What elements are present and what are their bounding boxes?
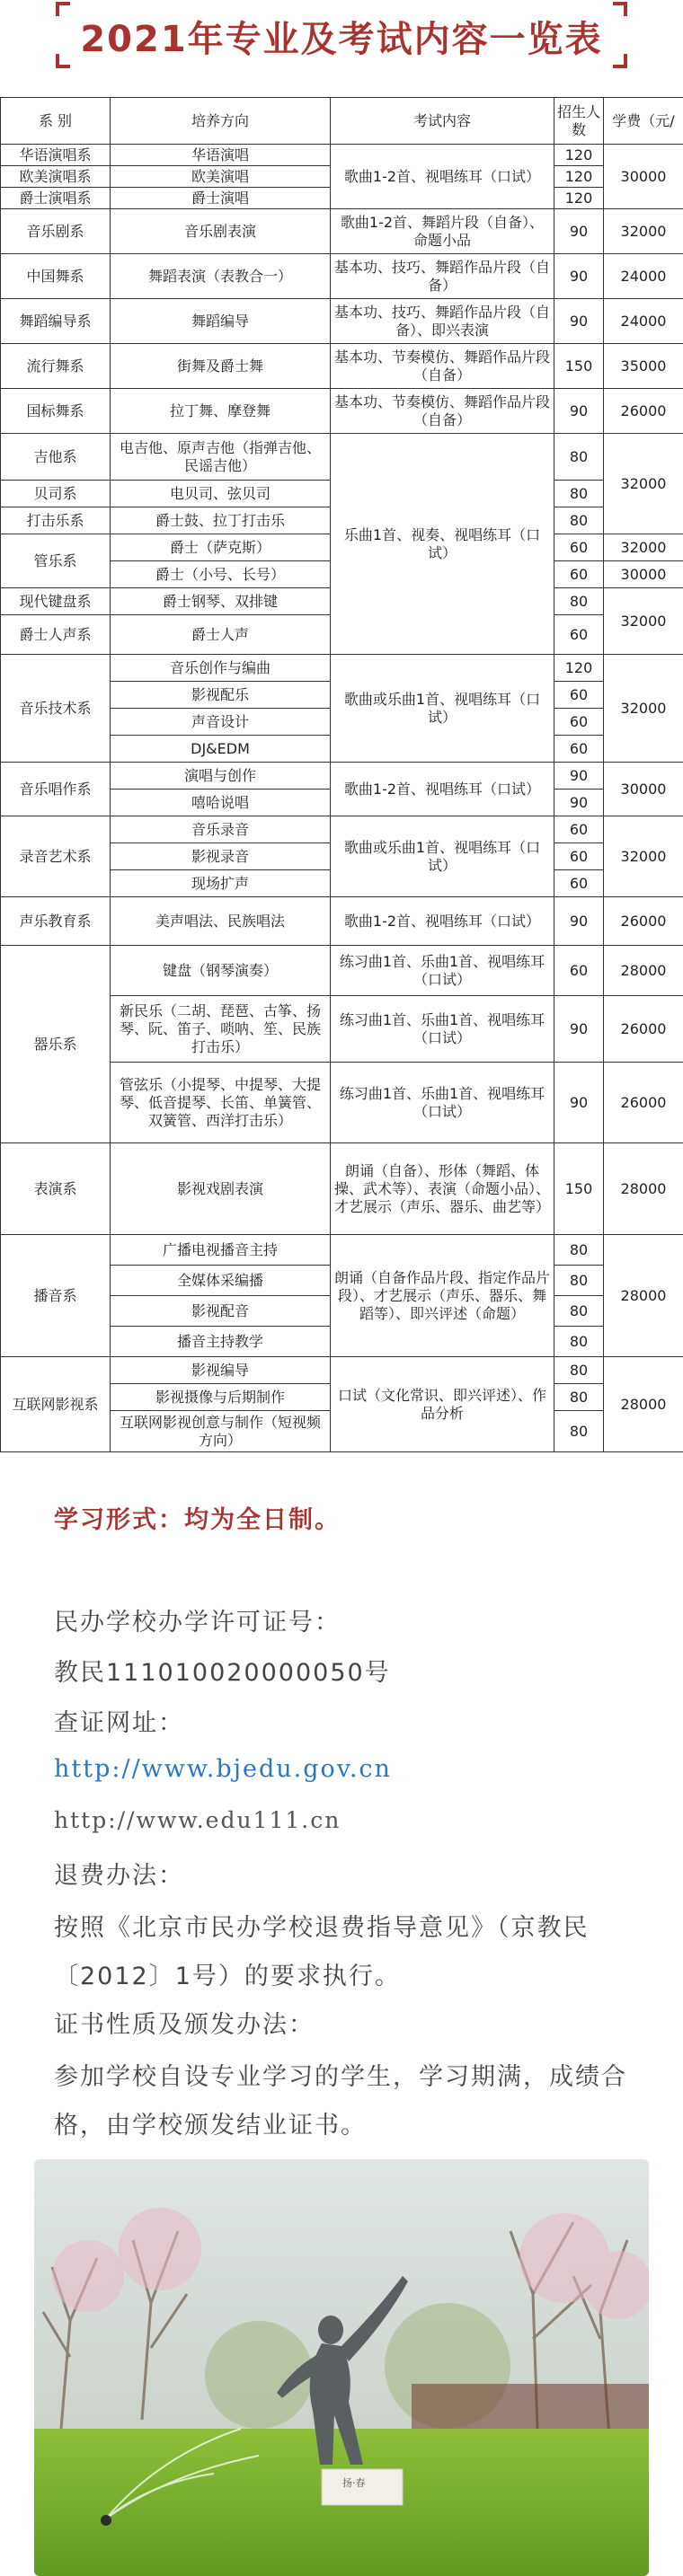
quota-cell: 60 <box>554 816 604 843</box>
quota-cell: 60 <box>554 709 604 736</box>
direction-cell: 影视配乐 <box>111 682 331 709</box>
quota-cell: 80 <box>554 588 604 615</box>
exam-cell: 歌曲1-2首、舞蹈片段（自备）、命题小品 <box>331 209 554 254</box>
header-direction: 培养方向 <box>111 98 331 145</box>
header-dept: 系 别 <box>1 98 111 145</box>
exam-cell: 基本功、节奏模仿、舞蹈作品片段（自备） <box>331 344 554 389</box>
fee-cell: 32000 <box>604 534 683 561</box>
quota-cell: 80 <box>554 481 604 507</box>
direction-cell: 音乐录音 <box>111 816 331 843</box>
direction-cell: 键盘（钢琴演奏） <box>111 946 331 996</box>
refund-label: 退费办法： <box>54 1862 184 1890</box>
dept-cell: 打击乐系 <box>1 507 111 534</box>
refund-text: 按照《北京市民办学校退费指导意见》（京教民〔2012〕1号）的要求执行。 <box>54 1914 590 1990</box>
direction-cell: 美声唱法、民族唱法 <box>111 897 331 946</box>
quota-cell: 80 <box>554 1411 604 1452</box>
fee-cell: 35000 <box>604 344 683 389</box>
direction-cell: 电贝司、弦贝司 <box>111 481 331 507</box>
direction-cell: 爵士鼓、拉丁打击乐 <box>111 507 331 534</box>
exam-cell: 乐曲1首、视奏、视唱练耳（口试） <box>331 434 554 655</box>
fee-cell: 28000 <box>604 1235 683 1357</box>
certificate-text: 参加学校自设专业学习的学生，学习期满，成绩合格，由学校颁发结业证书。 <box>54 2063 627 2139</box>
fee-cell: 28000 <box>604 1357 683 1452</box>
quota-cell: 80 <box>554 507 604 534</box>
quota-cell: 60 <box>554 946 604 996</box>
quota-cell: 120 <box>554 655 604 682</box>
table-row <box>1 1235 683 1266</box>
table-row <box>1 763 683 790</box>
quota-cell: 120 <box>554 188 604 209</box>
direction-cell: 音乐剧表演 <box>111 209 331 254</box>
exam-cell: 歌曲1-2首、视唱练耳（口试） <box>331 145 554 209</box>
table-row <box>1 145 683 166</box>
certificate-label: 证书性质及颁发办法： <box>54 2011 315 2039</box>
fee-cell: 30000 <box>604 763 683 816</box>
table-row <box>1 1143 683 1235</box>
fee-cell: 32000 <box>604 655 683 763</box>
dept-cell: 音乐技术系 <box>1 655 111 763</box>
quota-cell: 80 <box>554 1384 604 1411</box>
fee-cell: 26000 <box>604 389 683 434</box>
quota-cell: 90 <box>554 790 604 816</box>
direction-cell: 爵士钢琴、双排键 <box>111 588 331 615</box>
quota-cell: 90 <box>554 254 604 299</box>
direction-cell: DJ&EDM <box>111 736 331 763</box>
exam-cell: 练习曲1首、乐曲1首、视唱练耳（口试） <box>331 946 554 996</box>
quota-cell: 60 <box>554 736 604 763</box>
direction-cell: 嘻哈说唱 <box>111 790 331 816</box>
quota-cell: 150 <box>554 1143 604 1235</box>
direction-cell: 互联网影视创意与制作（短视频方向） <box>111 1411 331 1452</box>
quota-cell: 80 <box>554 1235 604 1266</box>
direction-cell: 广播电视播音主持 <box>111 1235 331 1266</box>
dept-cell: 贝司系 <box>1 481 111 507</box>
dept-cell: 吉他系 <box>1 434 111 481</box>
direction-cell: 华语演唱 <box>111 145 331 166</box>
table-row <box>1 946 683 996</box>
quota-cell: 150 <box>554 344 604 389</box>
table-row <box>1 434 683 481</box>
license-number: 教民111010020000050号 <box>54 1659 391 1687</box>
study-mode-text: 学习形式：均为全日制。 <box>54 1506 341 1534</box>
direction-cell: 影视配音 <box>111 1296 331 1327</box>
table-row <box>1 816 683 843</box>
dept-cell: 表演系 <box>1 1143 111 1235</box>
dept-cell: 管乐系 <box>1 534 111 588</box>
exam-cell: 基本功、技巧、舞蹈作品片段（自备） <box>331 254 554 299</box>
dept-cell: 器乐系 <box>1 946 111 1143</box>
quota-cell: 80 <box>554 1357 604 1384</box>
fee-cell: 24000 <box>604 254 683 299</box>
exam-cell: 朗诵（自备）、形体（舞蹈、体操、武术等）、表演（命题小品）、才艺展示（声乐、器乐、曲艺等） <box>331 1143 554 1235</box>
direction-cell: 影视录音 <box>111 843 331 870</box>
dept-cell: 爵士演唱系 <box>1 188 111 209</box>
dept-cell: 欧美演唱系 <box>1 166 111 188</box>
direction-cell: 电吉他、原声吉他（指弹吉他、民谣吉他） <box>111 434 331 481</box>
direction-cell: 爵士演唱 <box>111 188 331 209</box>
quota-cell: 120 <box>554 166 604 188</box>
fee-cell: 28000 <box>604 1143 683 1235</box>
quota-cell: 80 <box>554 1266 604 1296</box>
fee-cell: 28000 <box>604 946 683 996</box>
dept-cell: 录音艺术系 <box>1 816 111 897</box>
table-row <box>1 209 683 254</box>
fee-cell: 26000 <box>604 996 683 1063</box>
dept-cell: 华语演唱系 <box>1 145 111 166</box>
dept-cell: 音乐剧系 <box>1 209 111 254</box>
title-frame <box>56 0 627 70</box>
table-row <box>1 299 683 344</box>
page-title: 2021年专业及考试内容一览表 <box>80 19 603 60</box>
fee-cell: 32000 <box>604 209 683 254</box>
quota-cell: 80 <box>554 1296 604 1327</box>
exam-cell: 歌曲1-2首、视唱练耳（口试） <box>331 763 554 816</box>
verify-link-bjedu[interactable]: http://www.bjedu.gov.cn <box>54 1755 392 1783</box>
fee-cell: 32000 <box>604 588 683 655</box>
direction-cell: 爵士（萨克斯） <box>111 534 331 561</box>
exam-cell: 歌曲1-2首、视唱练耳（口试） <box>331 897 554 946</box>
fee-cell: 32000 <box>604 816 683 897</box>
direction-cell: 舞蹈编导 <box>111 299 331 344</box>
license-label: 民办学校办学许可证号： <box>54 1609 341 1636</box>
table-row <box>1 389 683 434</box>
verify-link-edu111[interactable]: http://www.edu111.cn <box>54 1807 342 1833</box>
quota-cell: 90 <box>554 1063 604 1143</box>
dept-cell: 中国舞系 <box>1 254 111 299</box>
fee-cell: 30000 <box>604 561 683 588</box>
fee-cell: 32000 <box>604 434 683 534</box>
fee-cell: 26000 <box>604 1063 683 1143</box>
quota-cell: 60 <box>554 843 604 870</box>
quota-cell: 90 <box>554 897 604 946</box>
direction-cell: 现场扩声 <box>111 870 331 897</box>
table-row <box>1 1357 683 1384</box>
exam-cell: 练习曲1首、乐曲1首、视唱练耳（口试） <box>331 1063 554 1143</box>
dept-cell: 音乐唱作系 <box>1 763 111 816</box>
exam-cell: 歌曲或乐曲1首、视唱练耳（口试） <box>331 816 554 897</box>
exam-cell: 基本功、节奏模仿、舞蹈作品片段（自备） <box>331 389 554 434</box>
direction-cell: 音乐创作与编曲 <box>111 655 331 682</box>
fee-cell: 26000 <box>604 897 683 946</box>
direction-cell: 爵士人声 <box>111 615 331 655</box>
direction-cell: 演唱与创作 <box>111 763 331 790</box>
quota-cell: 60 <box>554 534 604 561</box>
dept-cell: 国标舞系 <box>1 389 111 434</box>
header-quota: 招生人数 <box>554 98 604 145</box>
dept-cell: 现代键盘系 <box>1 588 111 615</box>
direction-cell: 街舞及爵士舞 <box>111 344 331 389</box>
table-header-row <box>1 98 683 145</box>
table-row <box>1 897 683 946</box>
quota-cell: 60 <box>554 870 604 897</box>
direction-cell: 管弦乐（小提琴、中提琴、大提琴、低音提琴、长笛、单簧管、双簧管、西洋打击乐） <box>111 1063 331 1143</box>
campus-sculpture-photo <box>34 2159 649 2576</box>
exam-cell: 基本功、技巧、舞蹈作品片段（自备）、即兴表演 <box>331 299 554 344</box>
table-row <box>1 254 683 299</box>
quota-cell: 80 <box>554 434 604 481</box>
dept-cell: 流行舞系 <box>1 344 111 389</box>
direction-cell: 舞蹈表演（表教合一） <box>111 254 331 299</box>
direction-cell: 拉丁舞、摩登舞 <box>111 389 331 434</box>
direction-cell: 爵士（小号、长号） <box>111 561 331 588</box>
fee-cell: 30000 <box>604 145 683 209</box>
verify-label: 查证网址： <box>54 1709 184 1737</box>
direction-cell: 影视摄像与后期制作 <box>111 1384 331 1411</box>
direction-cell: 欧美演唱 <box>111 166 331 188</box>
dept-cell: 互联网影视系 <box>1 1357 111 1452</box>
dept-cell: 爵士人声系 <box>1 615 111 655</box>
pedestal-sign: 扬·春 <box>342 2477 366 2489</box>
quota-cell: 90 <box>554 209 604 254</box>
quota-cell: 120 <box>554 145 604 166</box>
quota-cell: 90 <box>554 299 604 344</box>
header-exam: 考试内容 <box>331 98 554 145</box>
header-fee: 学费（元/ <box>604 98 683 145</box>
direction-cell: 声音设计 <box>111 709 331 736</box>
quota-cell: 90 <box>554 996 604 1063</box>
quota-cell: 60 <box>554 682 604 709</box>
exam-cell: 练习曲1首、乐曲1首、视唱练耳（口试） <box>331 996 554 1063</box>
exam-cell: 口试（文化常识、即兴评述）、作品分析 <box>331 1357 554 1452</box>
quota-cell: 60 <box>554 615 604 655</box>
exam-cell: 歌曲或乐曲1首、视唱练耳（口试） <box>331 655 554 763</box>
dept-cell: 播音系 <box>1 1235 111 1357</box>
fee-cell: 24000 <box>604 299 683 344</box>
quota-cell: 90 <box>554 389 604 434</box>
direction-cell: 影视戏剧表演 <box>111 1143 331 1235</box>
direction-cell: 影视编导 <box>111 1357 331 1384</box>
quota-cell: 80 <box>554 1327 604 1357</box>
direction-cell: 播音主持教学 <box>111 1327 331 1357</box>
dept-cell: 舞蹈编导系 <box>1 299 111 344</box>
exam-cell: 朗诵（自备作品片段、指定作品片段）、才艺展示（声乐、器乐、舞蹈等）、即兴评述（命题） <box>331 1235 554 1357</box>
direction-cell: 全媒体采编播 <box>111 1266 331 1296</box>
table-row <box>1 655 683 682</box>
quota-cell: 60 <box>554 561 604 588</box>
table-row <box>1 344 683 389</box>
quota-cell: 90 <box>554 763 604 790</box>
direction-cell: 新民乐（二胡、琵琶、古筝、扬琴、阮、笛子、唢呐、笙、民族打击乐） <box>111 996 331 1063</box>
dept-cell: 声乐教育系 <box>1 897 111 946</box>
program-table <box>0 97 683 1452</box>
